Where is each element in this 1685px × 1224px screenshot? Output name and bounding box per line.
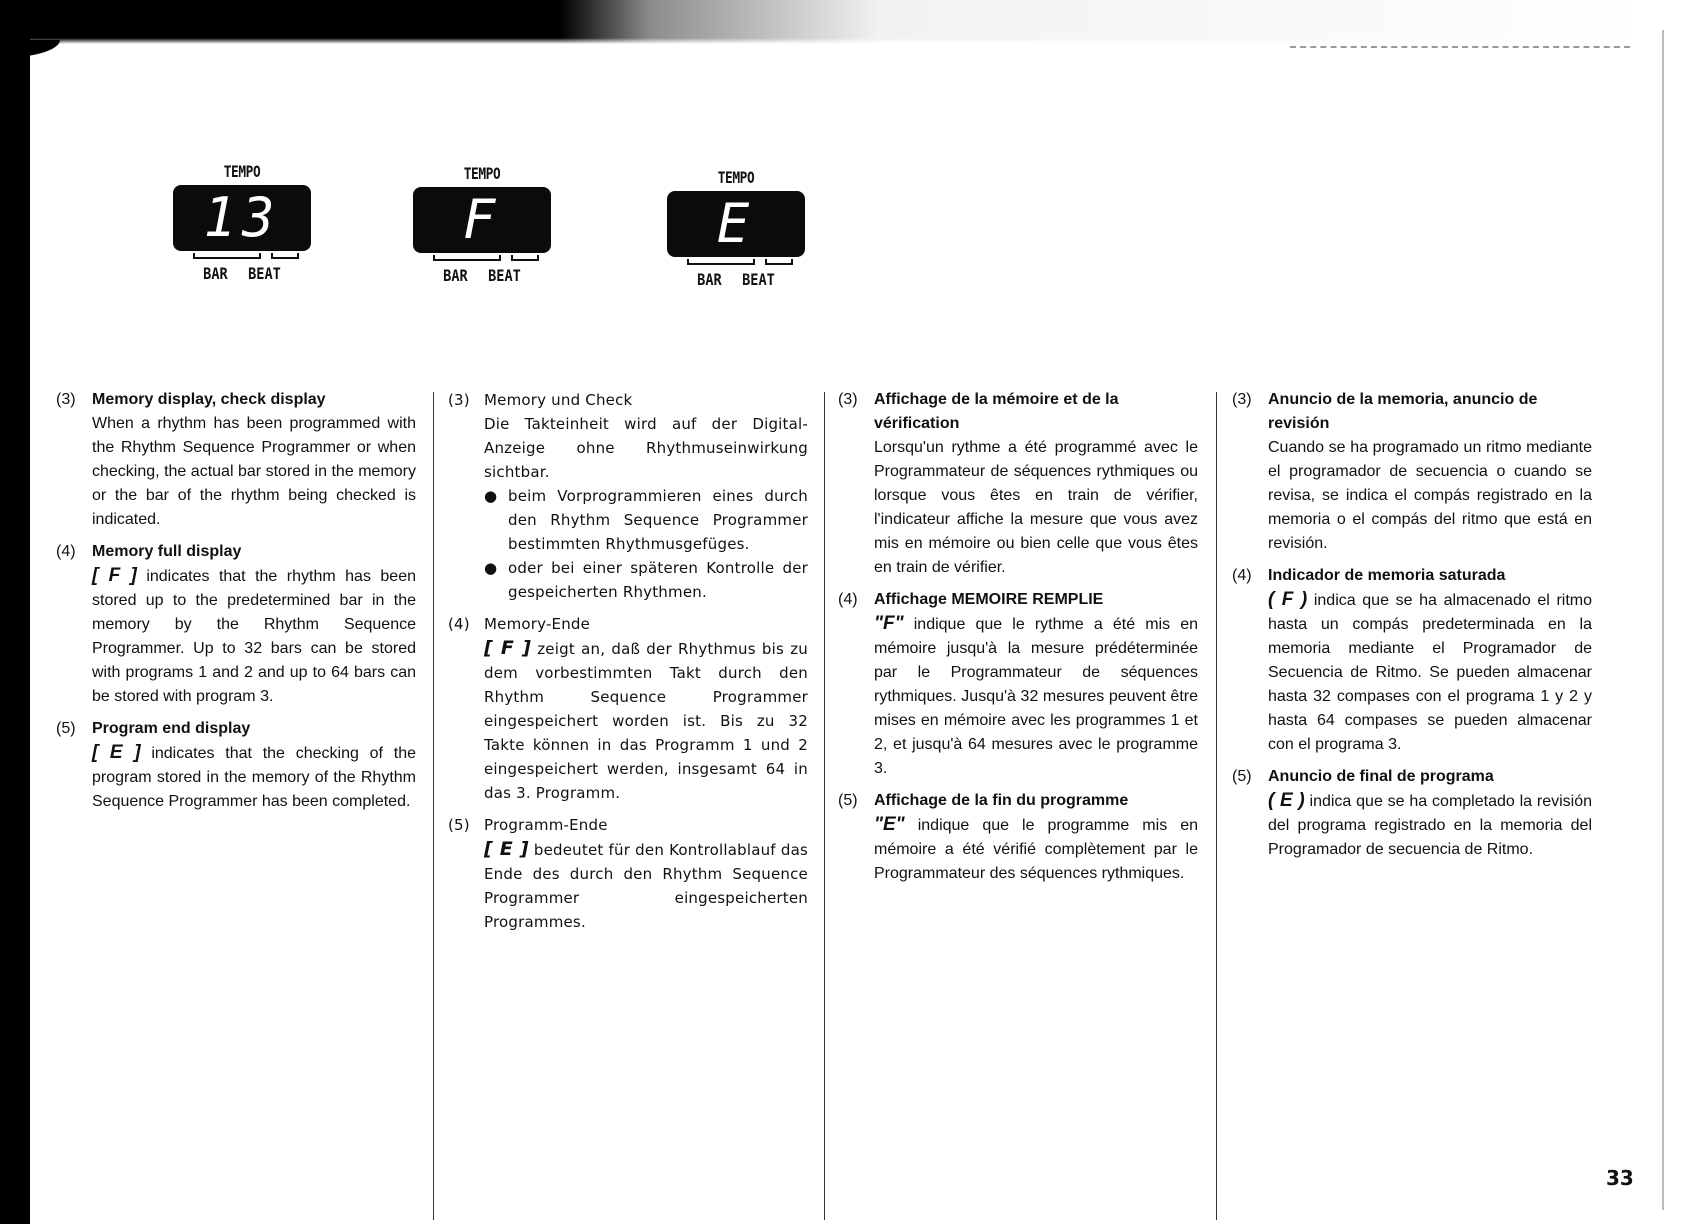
section-5 (448, 813, 808, 934)
bar-beat-labels (668, 270, 804, 289)
led-screen: 13 (173, 185, 311, 251)
section-4 (56, 540, 416, 709)
bar-label: BAR (697, 270, 722, 289)
scan-edge-fade (560, 0, 1650, 52)
beat-label: BEAT (742, 270, 775, 289)
section-title: Affichage de la fin du programme (874, 792, 1129, 809)
section-body: indica que se ha almacenado el ritmo hasta un compás predeterminada en la memoria mediante el Programador de Secuencia de Ritmo. Se pueden almacenar hasta 32 compases con el programa 1 y 2 y hasta 64 compases se pueden almacenar con el programa 3. (1268, 592, 1593, 753)
section-number: (5) (1232, 768, 1252, 785)
section-number: (5) (448, 816, 470, 834)
section-title: Indicador de memoria saturada (1268, 567, 1506, 584)
section-body: indicates that the rhythm has been stored up to the predetermined bar in the memory by the Rhythm Sequence Programmer. Up to 32 bars can be stored with programs 1 and 2 and up to 64 bars can be stored with program 3. (92, 568, 416, 705)
section-title: Affichage de la mémoire et de la vérification (874, 391, 1119, 432)
section-title: Memory und Check (484, 391, 633, 409)
program-end-symbol: ( E ) (1268, 790, 1305, 811)
section-body: indicates that the checking of the program stored in the memory of the Rhythm Sequence Programmer has been completed. (92, 745, 416, 810)
section-5 (56, 717, 416, 814)
scan-edge-left (0, 0, 30, 1224)
section-body: indique que le rythme a été mis en mémoire jusqu'à la mesure prédéterminée par le Programmateur de séquences rythmiques. Jusqu'à 32 mesures peuvent être mises en mémoire avec les programmes 1 et 2, et jusqu'à 64 mesures avec le programme 3. (874, 616, 1198, 777)
memory-full-symbol: ( F ) (1268, 589, 1308, 610)
column-french (838, 388, 1198, 894)
section-4 (838, 588, 1198, 781)
section-title: Anuncio de final de programa (1268, 768, 1494, 785)
tempo-label: TEMPO (223, 162, 261, 181)
page-number: 33 (1606, 1166, 1634, 1190)
section-number: (5) (56, 720, 76, 737)
section-title: Program end display (92, 720, 251, 737)
section-body: indica que se ha completado la revisión del programa registrado en la memoria del Programador de secuencia de Ritmo. (1268, 793, 1593, 858)
bullet-item: ● beim Vorprogrammieren eines durch den Rhythm Sequence Programmer bestimmten Rhythmusgefüges. (484, 487, 808, 553)
led-screen: F (413, 187, 551, 253)
section-number: (3) (56, 391, 76, 408)
memory-full-symbol: [ F ] (484, 637, 532, 659)
column-german (448, 388, 808, 942)
bar-beat-brackets (173, 253, 311, 261)
section-title: Memory full display (92, 543, 242, 560)
column-english (56, 388, 416, 822)
bar-beat-brackets (413, 255, 551, 263)
tempo-display-3 (656, 168, 816, 289)
section-number: (4) (838, 591, 858, 608)
section-3 (448, 388, 808, 604)
bar-beat-brackets (667, 259, 805, 267)
section-body: bedeutet für den Kontrollablauf das Ende des durch den Rhythm Sequence Programmer eingespeicherten Programmes. (484, 841, 808, 931)
section-body: When a rhythm has been programmed with the Rhythm Sequence Programmer or when checking, the actual bar stored in the memory or the bar of the rhythm being checked is indicated. (92, 415, 416, 528)
section-body: indique que le programme mis en mémoire a été vérifié complètement par le Programmateur des séquences rythmiques. (874, 817, 1198, 882)
section-title: Memory display, check display (92, 391, 326, 408)
tempo-display-2 (402, 164, 562, 285)
section-number: (5) (838, 792, 858, 809)
section-number: (3) (448, 391, 470, 409)
section-number: (4) (448, 615, 470, 633)
column-spanish (1232, 388, 1592, 870)
column-divider (433, 392, 434, 1220)
bar-beat-labels (414, 266, 550, 285)
section-number: (3) (1232, 391, 1252, 408)
section-5 (838, 789, 1198, 886)
memory-full-symbol: "F" (874, 613, 904, 634)
section-4 (1232, 564, 1592, 757)
program-end-symbol: [ E ] (92, 742, 141, 763)
section-3 (1232, 388, 1592, 556)
program-end-symbol: "E" (874, 814, 905, 835)
memory-full-symbol: [ F ] (92, 565, 137, 586)
section-number: (4) (1232, 567, 1252, 584)
tempo-display-1 (162, 162, 322, 283)
section-number: (3) (838, 391, 858, 408)
section-title: Anuncio de la memoria, anuncio de revisión (1268, 391, 1538, 432)
section-body: Die Takteinheit wird auf der Digital-Anzeige ohne Rhythmuseinwirkung sichtbar. (484, 415, 808, 481)
section-3 (56, 388, 416, 532)
led-screen: E (667, 191, 805, 257)
section-body: Lorsqu'un rythme a été programmé avec le Programmateur de séquences rythmiques ou lorsque vous êtes en train de vérifier, l'indicateur affiche la mesure que vous avez mis en mémoire ou bien celle que vous êtes en train de vérifier. (874, 439, 1198, 576)
section-4 (448, 612, 808, 805)
bar-beat-labels (174, 264, 310, 283)
section-title: Memory-Ende (484, 615, 591, 633)
bar-label: BAR (443, 266, 468, 285)
beat-label: BEAT (248, 264, 281, 283)
section-title: Programm-Ende (484, 816, 608, 834)
section-number: (4) (56, 543, 76, 560)
section-5 (1232, 765, 1592, 862)
program-end-symbol: [ E ] (484, 838, 529, 860)
bar-label: BAR (203, 264, 228, 283)
tempo-label: TEMPO (717, 168, 755, 187)
section-body: zeigt an, daß der Rhythmus bis zu dem vorbestimmten Takt durch den Rhythm Sequence Programmer eingespeichert worden ist. Bis zu 32 Takte können in das Programm 1 und 2 eingespeichert werden, insgesamt 64 in das 3. Programm. (484, 640, 809, 802)
section-3 (838, 388, 1198, 580)
bullet-item: ● oder bei einer späteren Kontrolle der gespeicherten Rhythmen. (484, 559, 808, 601)
column-divider (1216, 392, 1217, 1220)
tempo-label: TEMPO (463, 164, 501, 183)
scan-edge-right (1662, 30, 1664, 1210)
scan-edge-dash (1290, 46, 1630, 48)
section-title: Affichage MEMOIRE REMPLIE (874, 591, 1104, 608)
column-divider (824, 392, 825, 1220)
beat-label: BEAT (488, 266, 521, 285)
section-body: Cuando se ha programado un ritmo mediante el programador de secuencia o cuando se revisa, se indica el compás registrado en la memoria o el compás del ritmo que está en revisión. (1268, 439, 1592, 552)
